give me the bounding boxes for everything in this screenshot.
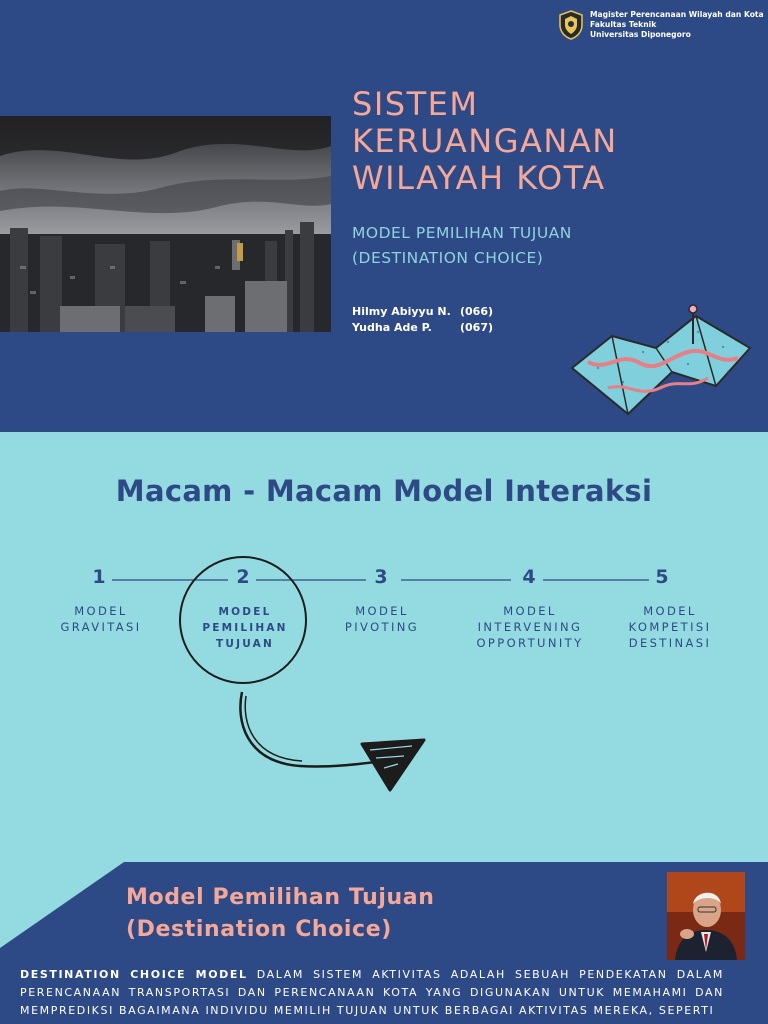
section-heading: Macam - Macam Model Interaksi xyxy=(115,474,653,508)
institution-line: Universitas Diponegoro xyxy=(590,30,691,39)
institution-block xyxy=(558,10,764,40)
subtitle-line: (DESTINATION CHOICE) xyxy=(352,249,544,267)
step-label-line: GRAVITASI xyxy=(60,620,142,634)
step-number: 3 xyxy=(374,566,388,588)
step-number: 2 xyxy=(236,566,250,588)
step-label-highlighted xyxy=(175,604,315,652)
step-label-line: OPPORTUNITY xyxy=(476,636,584,650)
step-label-line: DESTINASI xyxy=(628,636,712,650)
step-label-line: KOMPETISI xyxy=(628,620,712,634)
step-label xyxy=(312,603,452,635)
author-name: Yudha Ade P. xyxy=(352,321,432,334)
step-number: 4 xyxy=(522,566,536,588)
body-description: DALAM SISTEM AKTIVITAS ADALAH SEBUAH PENDEKATAN DALAM PERENCANAAN TRANSPORTASI DAN PERENCANAAN KOTA YANG DIGUNAKAN UNTUK MEMAHAMI DAN MEMPREDIKSI BAGAIMANA INDIVIDU MEMILIH TUJUAN UNTUK BERBAGAI AKTIVITAS MEREKA, SEPERTI xyxy=(20,968,724,1017)
step-label-line: MODEL xyxy=(503,604,557,618)
author-id: (066) xyxy=(460,305,494,318)
step-label-line: MODEL xyxy=(74,604,128,618)
map-pin-icon xyxy=(568,302,754,422)
author-row xyxy=(352,320,493,336)
step-label-line: MODEL xyxy=(355,604,409,618)
detail-body-text xyxy=(20,966,724,1020)
presentation-subtitle xyxy=(352,221,572,271)
author-name: Hilmy Abiyyu N. xyxy=(352,305,451,318)
step-label xyxy=(460,603,600,651)
detail-title-line: Model Pemilihan Tujuan xyxy=(126,885,435,910)
step-label xyxy=(600,603,740,651)
author-row xyxy=(352,304,493,320)
speaker-portrait-photo xyxy=(667,872,745,960)
institution-text xyxy=(590,10,764,40)
detail-title-line: (Destination Choice) xyxy=(126,917,392,942)
author-id: (067) xyxy=(460,321,494,334)
step-label-line: TUJUAN xyxy=(216,638,274,650)
title-line: SISTEM xyxy=(352,85,479,123)
step-number: 1 xyxy=(92,566,106,588)
step-label-line: MODEL xyxy=(218,606,272,618)
university-seal-icon xyxy=(558,10,584,40)
institution-line: Magister Perencanaan Wilayah dan Kota xyxy=(590,10,764,19)
step-label-line: PEMILIHAN xyxy=(202,622,288,634)
city-skyline-photo xyxy=(0,116,331,332)
step-label-line: INTERVENING xyxy=(477,620,583,634)
presentation-title xyxy=(352,86,618,197)
step-label xyxy=(31,603,171,635)
title-line: KERUANGANAN xyxy=(352,122,618,160)
institution-line: Fakultas Teknik xyxy=(590,20,657,29)
step-label-line: MODEL xyxy=(643,604,697,618)
step-label-line: PIVOTING xyxy=(344,620,420,634)
body-lead-term: DESTINATION CHOICE MODEL xyxy=(20,968,248,981)
subtitle-line: MODEL PEMILIHAN TUJUAN xyxy=(352,224,572,242)
detail-title xyxy=(126,882,434,946)
step-number: 5 xyxy=(655,566,669,588)
author-list xyxy=(352,304,493,336)
title-line: WILAYAH KOTA xyxy=(352,159,606,197)
